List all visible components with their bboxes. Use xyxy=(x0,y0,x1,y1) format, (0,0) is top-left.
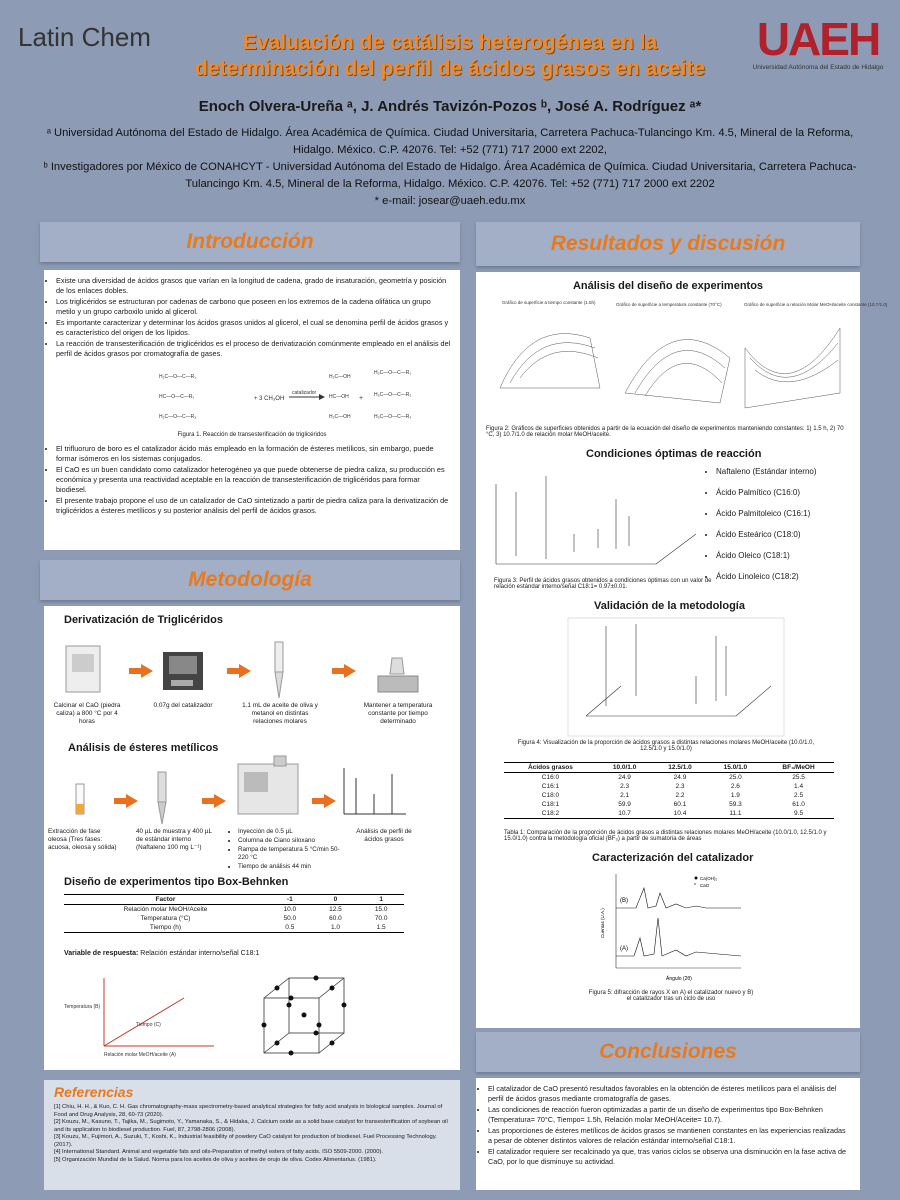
table-header: 15.0/1.0 xyxy=(723,764,748,771)
table-row: Relación molar MeOH/Aceite 10.0 12.5 15.0 xyxy=(123,906,388,913)
refs-heading: Referencias xyxy=(54,1084,134,1100)
legend-entry: CaO xyxy=(700,883,710,888)
poster-title: Evaluación de catálisis heterogénea en la determinación del perfil de ácidos grasos en aceite xyxy=(194,31,705,80)
list-item: • El catalizador requiere ser recalcinado ya que, tras varios ciclos se observa una disminución en la fase activa de CaO, por lo que disminuye su actividad. xyxy=(488,1147,850,1167)
svg-text:H₃C—O—C—R₃: H₃C—O—C—R₃ xyxy=(374,414,412,420)
svg-text:HC—OH: HC—OH xyxy=(329,394,349,400)
svg-text:H₂C—O—C—R₃: H₂C—O—C—R₃ xyxy=(159,414,197,420)
surface-title: Gráfico de superficie a tiempo constante (1.5h) xyxy=(502,300,596,305)
box-behnken-cube-diagram xyxy=(244,968,364,1063)
table-row: C16:1 2.3 2.3 2.6 1.4 xyxy=(541,783,804,790)
list-item: • El catalizador de CaO presentó resultados favorables en la obtención de ésteres metílicos para el análisis del perfil de ácidos grasos mediante cromatografía de gases. xyxy=(488,1084,850,1104)
intro-card xyxy=(44,270,460,550)
chromatogram-icon xyxy=(340,764,410,820)
references-card xyxy=(44,1080,460,1190)
table-header: Ácidos grasos xyxy=(528,764,573,771)
surface-title: Gráfico de superficie a relación Molar MeOH/aceite constante (10.7/1.0) xyxy=(744,302,888,307)
method-card xyxy=(44,606,460,1070)
axis-y-label: Temperatura (B) xyxy=(64,1004,101,1010)
list-item: • Existe una diversidad de ácidos grasos que varían en la longitud de cadena, grado de insaturación, geometría y posición de los enlaces dobles. xyxy=(56,276,452,296)
factor-axes-diagram xyxy=(64,968,234,1058)
fig4-caption: Figura 4: Visualización de la proporción de ácidos grasos a distintas relaciones molares MeOH/aceite (10.0/1.0, 12.5/1.0 y 15.0/1.0) xyxy=(517,740,815,752)
table-header: 12.5/1.0 xyxy=(668,764,692,771)
list-item: • El CaO es un buen candidato como catalizador heterogéneo ya que puede obtenerse de piedra caliza, su producción es económica y presenta una reactividad aceptable en la reacción de transesterificación de triglicéridos para formar biodiesel. xyxy=(56,465,452,495)
fig2-caption: Figura 2: Gráficos de superficies obtenidos a partir de la ecuación del diseño de experimentos manteniendo constantes: 1) 1.5 h, 2) 70 °C, 3) 10.7/1.0 de relación molar MeOH/aceite. xyxy=(486,426,844,438)
table-header: -1 xyxy=(286,896,293,903)
list-item: [3] Kouzu, M., Fujimori, A., Suzuki, T., Koshi, K., Industrial feasibility of powdery CaO catalyst for production of biodiesel. Fuel Processing Technology. (2017). xyxy=(54,1134,437,1148)
ester-step: Extracción de fase oleosa (Tres fases: acuosa, oleosa y sólida) xyxy=(48,828,117,851)
arrow-icon xyxy=(141,664,153,678)
xrd-chart xyxy=(596,868,746,986)
intro-bullets-2 xyxy=(44,444,460,516)
svg-text:H₂C—OH: H₂C—OH xyxy=(329,374,351,380)
list-item: • Ácido Oleico (C18:1) xyxy=(716,546,866,566)
svg-text:H₃C—O—C—R₁: H₃C—O—C—R₁ xyxy=(374,370,412,376)
list-item: [1] Chiu, H. H., & Kuo, C. H. Gas chromatography-mass spectrometry-based analytical strategies for fatty acid analysis in biological samples. Journal of Food and Drug Analysis, 28, 60-73 (2020). xyxy=(54,1104,443,1118)
intro-bullets-1 xyxy=(44,276,460,359)
valid-title: Validación de la metodología xyxy=(594,600,745,612)
table-row: C18:2 10.7 10.4 11.1 9.5 xyxy=(504,809,834,819)
list-item: • Naftaleno (Estándar interno) xyxy=(716,462,866,482)
deriv-step: 0.07g del catalizador xyxy=(153,702,213,709)
table-header: BF₃/MeOH xyxy=(782,764,815,771)
axis-x-label: Relación molar MeOH/aceite (A) xyxy=(104,1052,176,1058)
gc-conditions xyxy=(226,828,348,872)
opt-title: Condiciones óptimas de reacción xyxy=(586,448,762,460)
axis-z-label: Tiempo (C) xyxy=(136,1022,161,1028)
ester-title: Análisis de ésteres metílicos xyxy=(68,742,219,754)
results-card xyxy=(476,272,888,1028)
pipette-icon xyxy=(269,640,289,700)
ester-step: 40 µL de muestra y 400 µL de estándar interno (Naftaleno 100 mg L⁻¹) xyxy=(136,828,212,851)
balance-icon xyxy=(159,644,207,694)
xrd-label: (B) xyxy=(620,898,628,904)
fame-table xyxy=(504,762,834,819)
ester-step: Análisis de perfil de ácidos grasos xyxy=(356,828,412,843)
list-item: • Las proporciones de ésteres metílicos de ácidos grasos se mantienen constantes en las experiencias realizadas a pesar de obtener distintos valores de relación estándar interno/señal C18:1. xyxy=(488,1126,850,1146)
surface-title: Gráfico de superficie a temperatura constante (70°C) xyxy=(616,302,722,307)
xrd-ylabel: Cuentas (U.A.) xyxy=(600,908,605,938)
svg-text:H₃C—O—C—R₂: H₃C—O—C—R₂ xyxy=(374,392,412,398)
optimal-chromatogram xyxy=(486,464,701,574)
list-item: • Las condiciones de reacción fueron optimizadas a partir de un diseño de experimentos tipo Box-Behnken (Temperatura= 70°C, Tiempo= 1.5h, Relación molar MeOH/Aceite= 10.7). xyxy=(488,1105,850,1125)
reaction-figure xyxy=(44,360,460,432)
micropipette-icon xyxy=(152,770,172,826)
xrd-xlabel: Ángulo (2θ) xyxy=(666,976,692,982)
deriv-step: Calcinar el CaO (piedra caliza) a 800 °C por 4 horas xyxy=(53,702,121,725)
table-header: 1 xyxy=(379,896,383,903)
arrow-icon xyxy=(126,794,138,808)
list-item: • Rampa de temperatura 5 °C/min 50-220 °C xyxy=(238,846,348,862)
table-row: C18:0 2.1 2.2 1.9 2.5 xyxy=(541,792,804,799)
affiliations: ᵃ Universidad Autónoma del Estado de Hidalgo. Área Académica de Química. Ciudad Universitaria, Carretera Pachuca-Tulancingo Km. 4.5, Mineral de la Reforma, Hidalgo. México. C.P. 42076. Tel: +52 (771) 717 2000 ext 2202, ᵇ Investigadores por México de CONAHCYT - Universidad Autónoma del Estado de Hidalgo. Área Académica de Química. Ciudad Universitaria, Carretera Pachuca-Tulancingo Km. 4.5, Mineral de la Reforma, Hidalgo. México. C.P. 42076. Tel: +52 (771) 717 2000 ext 2202 * e-mail: josear@uaeh.edu.mx xyxy=(43,127,857,207)
conclusions-heading: Conclusiones xyxy=(476,1032,860,1072)
deriv-title: Derivatización de Triglicéridos xyxy=(64,614,223,626)
catalyst-label: catalizador xyxy=(292,390,317,396)
surface-plots xyxy=(490,298,888,424)
cat-title: Caracterización del catalizador xyxy=(592,852,754,864)
table-row: C18:1 59.9 60.1 59.3 61.0 xyxy=(541,801,805,808)
results-doe-title: Análisis del diseño de experimentos xyxy=(572,280,764,292)
list-item: • Ácido Palmitoleico (C16:1) xyxy=(716,504,866,524)
arrow-icon xyxy=(324,794,336,808)
table-row: Temperatura (°C) 50.0 60.0 70.0 xyxy=(140,915,388,922)
list-item: • El presente trabajo propone el uso de un catalizador de CaO sintetizado a partir de piedra caliza para la derivatización de triglicéridos a ésteres metílicos y su posterior análisis del perfil de ácidos grasos. xyxy=(56,496,452,516)
fig3-caption: Figura 3: Perfil de ácidos grasos obtenidos a condiciones óptimas con un valor de relación estándar interno/señal C18:1= 0.97±0.01. xyxy=(494,578,712,590)
list-item: • Columna de Ciano siloxano xyxy=(238,837,348,845)
latinchem-logo: Latin Chem xyxy=(18,22,151,52)
uaeh-logo: UAEH Universidad Autónoma del Estado de Hidalgo xyxy=(752,13,884,71)
list-item: • Ácido Esteárico (C18:0) xyxy=(716,525,866,545)
method-heading: Metodología xyxy=(40,560,460,600)
table-row: C16:0 24.9 24.9 25.0 25.5 xyxy=(541,774,805,781)
conclusions-card xyxy=(476,1078,860,1190)
reagent-label: + 3 CH₃OH xyxy=(254,396,285,402)
list-item: • Es importante caracterizar y determinar los ácidos grasos unidos al glicerol, el cual se denomina perfil de ácidos grasos y es característico del origen de los lípidos. xyxy=(56,318,452,338)
list-item: • Inyección de 0.5 µL xyxy=(238,828,348,836)
vial-icon xyxy=(70,782,90,822)
list-item: [4] International Standard. Animal and vegetable fats and oils-Preparation of methyl esters of fatty acids. ISO 5509-2000. (2000). xyxy=(54,1149,384,1155)
intro-heading: Introducción xyxy=(40,222,460,262)
conclusions-list xyxy=(476,1084,860,1167)
deriv-step: Mantener a temperatura constante por tiempo determinado xyxy=(363,702,433,725)
table1-caption: Tabla 1: Comparación de la proporción de ácidos grasos a distintas relaciones molares MeOH/aceite (10.0/1.0, 12.5/1.0 y 15.0/1.0) contra la metodología oficial (BF₃) a partir de sumatoria de áreas xyxy=(504,830,827,842)
list-item: • Ácido Linoleico (C18:2) xyxy=(716,567,866,587)
refs-list xyxy=(44,1104,460,1164)
legend-entry: Ca(OH)₂ xyxy=(700,876,718,881)
arrow-icon xyxy=(239,664,251,678)
doe-table xyxy=(64,894,404,933)
legend-marker-icon: * xyxy=(694,883,696,889)
table-header: Factor xyxy=(155,896,176,903)
validation-chromatogram xyxy=(566,616,786,738)
doe-title: Diseño de experimentos tipo Box-Behnken xyxy=(64,876,289,888)
arrow-icon xyxy=(214,794,226,808)
fame-list xyxy=(704,462,866,588)
table-header: 10.0/1.0 xyxy=(612,764,637,771)
arrow-icon xyxy=(344,664,356,678)
results-heading: Resultados y discusión xyxy=(476,222,860,266)
list-item: [5] Organización Mundial de la Salud. Norma para los aceites de oliva y aceites de orujo de oliva. Codex Alimentarius. (1981). xyxy=(54,1156,377,1163)
list-item: • El trifluoruro de boro es el catalizador ácido más empleado en la formación de ésteres metílicos, sin embargo, puede formar isómeros en los sistemas conjugados. xyxy=(56,444,452,464)
gc-instrument-icon xyxy=(234,752,304,818)
table-row: Tiempo (h) 0.5 1.0 1.5 xyxy=(64,923,404,933)
svg-text:+: + xyxy=(359,395,364,402)
furnace-icon xyxy=(64,644,104,696)
svg-text:HC—O—C—R₂: HC—O—C—R₂ xyxy=(159,394,195,400)
list-item: • Los triglicéridos se estructuran por cadenas de carbono que poseen en los extremos de la cadena olifática un grupo metilo y un grupo carboxilo unido al glicerol. xyxy=(56,297,452,317)
thermoshaker-icon xyxy=(374,654,422,698)
svg-text:H₂C—OH: H₂C—OH xyxy=(329,414,351,420)
fig1-caption: Figura 1. Reacción de transesterificación de triglicéridos xyxy=(177,432,327,438)
table-header: 0 xyxy=(333,896,338,903)
list-item: • Tiempo de análisis 44 min xyxy=(238,863,348,871)
xrd-label: (A) xyxy=(620,946,628,952)
list-item: [2] Kouzu, M., Kasuno, T., Tajika, M., Sugimoto, Y., Yamanaka, S., & Hidaka, J. Calcium oxide as a solid base catalyst for transesterification of soybean oil and its application to biodiesel production. Fuel, 87, 2798-2806 (2008). xyxy=(54,1119,448,1133)
list-item: • Ácido Palmítico (C16:0) xyxy=(716,483,866,503)
authors: Enoch Olvera-Ureña ᵃ, J. Andrés Tavizón-Pozos ᵇ, José A. Rodríguez ᵃ* xyxy=(198,98,702,115)
svg-text:H₂C—O—C—R₁: H₂C—O—C—R₁ xyxy=(159,374,196,380)
deriv-step: 1.1 mL de aceite de oliva y metanol en distintas relaciones molares xyxy=(242,702,318,725)
list-item: • La reacción de transesterificación de triglicéridos es el proceso de derivatización comúnmente empleado en el análisis del perfil de ácidos grasos por cromatografía de gases. xyxy=(56,339,452,359)
response-variable: Variable de respuesta: Relación estándar interno/señal C18:1 xyxy=(64,950,260,957)
fig5-caption: Figura 5: difracción de rayos X en A) el catalizador nuevo y B) el catalizador tras un ciclo de uso xyxy=(588,990,754,1002)
